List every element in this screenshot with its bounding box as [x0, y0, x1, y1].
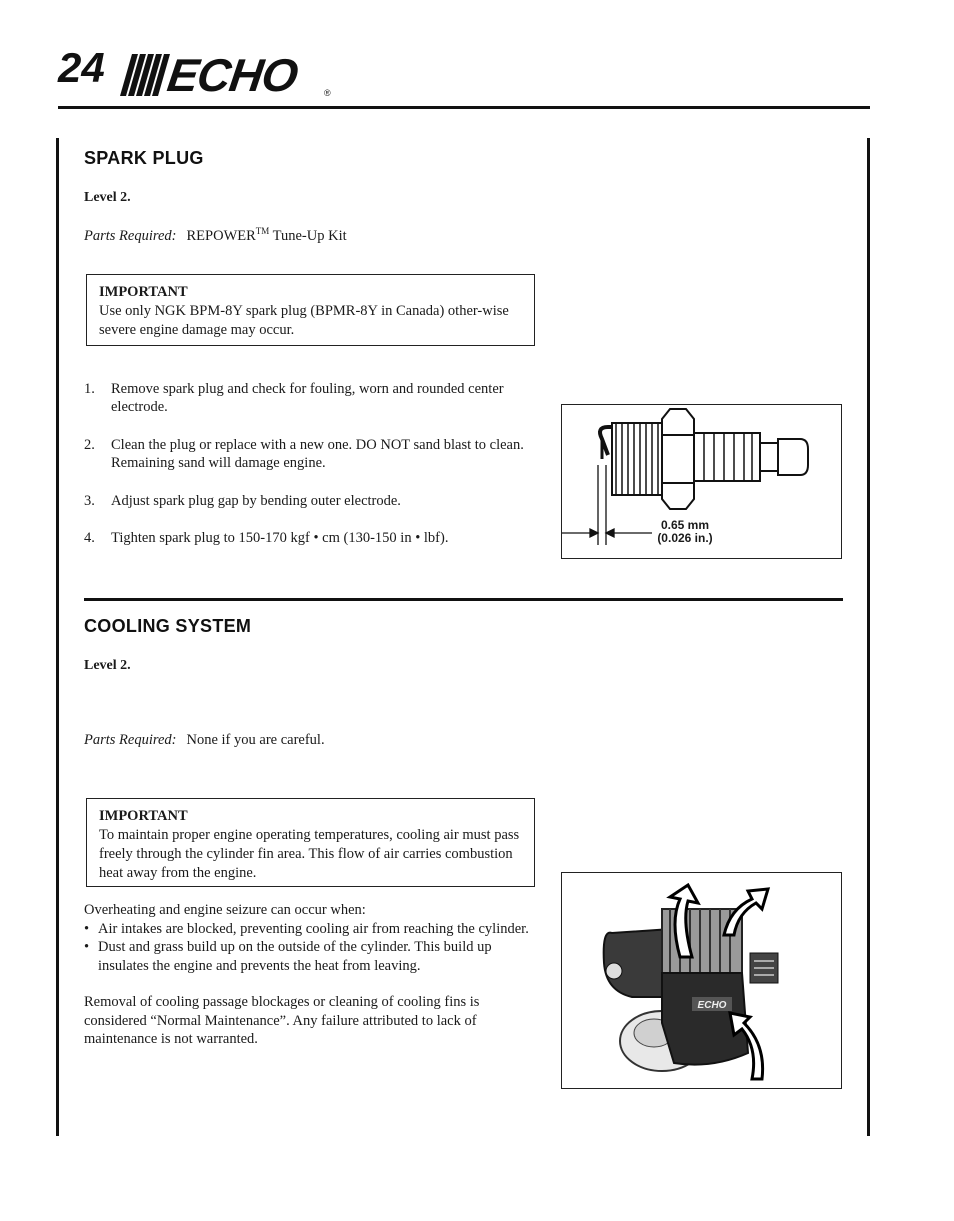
important-box-spark-plug	[86, 274, 535, 346]
bullet-text: Air intakes are blocked, preventing cooling air from reaching the cylinder.	[98, 920, 529, 937]
step-text: Remove spark plug and check for fouling, worn and rounded center electrode.	[111, 381, 504, 415]
step-number: 1.	[84, 381, 95, 397]
section-title-cooling-system: COOLING SYSTEM	[84, 616, 252, 636]
header-rule	[58, 106, 870, 109]
brand-name: ECHO	[164, 49, 301, 101]
important-heading: IMPORTANT	[99, 284, 188, 300]
cooling-intro: Overheating and engine seizure can occur when:	[84, 902, 366, 918]
left-margin-rule	[56, 138, 59, 1136]
list-item	[84, 920, 529, 939]
spark-plug-figure	[561, 404, 842, 559]
engine-brand-label: ECHO	[697, 1000, 727, 1011]
registered-mark: ®	[324, 88, 331, 98]
trademark: TM	[255, 226, 270, 236]
page-number: 24	[58, 44, 105, 91]
echo-logo	[118, 50, 338, 100]
gap-mm: 0.65 mm	[660, 518, 710, 532]
spark-plug-parts-required	[84, 226, 347, 245]
step-text: Clean the plug or replace with a new one. DO NOT sand blast to clean. Remaining sand will damage engine.	[111, 437, 524, 471]
important-text: To maintain proper engine operating temperatures, cooling air must pass freely through the cylinder fin area. This flow of air carries combustion heat away from the engine.	[99, 827, 520, 881]
parts-label: Parts Required:	[84, 227, 177, 244]
engine-illustration	[562, 873, 840, 1087]
important-text: Use only NGK BPM-8Y spark plug (BPMR-8Y in Canada) other-wise severe engine damage may occur.	[99, 303, 509, 338]
spark-plug-steps	[84, 380, 534, 560]
important-box-cooling	[86, 798, 535, 887]
bullet-text: Dust and grass build up on the outside of the cylinder. This build up insulates the engine and prevents the heat from leaving.	[98, 939, 492, 974]
bullet-icon: •	[84, 920, 90, 937]
important-heading: IMPORTANT	[99, 808, 188, 824]
step-number: 2.	[84, 437, 95, 453]
step-number: 4.	[84, 530, 95, 546]
right-margin-rule	[867, 138, 870, 1136]
section-title-spark-plug: SPARK PLUG	[84, 148, 204, 168]
bullet-icon: •	[84, 939, 90, 955]
gap-in: (0.026 in.)	[657, 531, 713, 545]
gap-measurement-label	[650, 519, 720, 545]
cooling-parts-required	[84, 732, 325, 749]
section-divider	[84, 598, 843, 601]
step-text: Adjust spark plug gap by bending outer electrode.	[111, 493, 401, 509]
parts-value: None if you are careful.	[186, 732, 325, 748]
step-number: 3.	[84, 493, 95, 509]
list-item	[84, 938, 529, 975]
spark-plug-level: Level 2.	[84, 190, 131, 205]
cooling-closing: Removal of cooling passage blockages or cleaning of cooling fins is considered “Normal Maintenance”. Any failure attributed to lack of maintenance is not warranted.	[84, 994, 480, 1047]
step-text: Tighten spark plug to 150-170 kgf • cm (130-150 in • lbf).	[111, 530, 449, 546]
cooling-level: Level 2.	[84, 658, 131, 673]
parts-value: REPOWER	[186, 227, 256, 244]
parts-label: Parts Required:	[84, 732, 177, 748]
engine-cooling-figure	[561, 872, 842, 1089]
cooling-body	[84, 901, 529, 1049]
parts-suffix: Tune-Up Kit	[269, 227, 347, 244]
